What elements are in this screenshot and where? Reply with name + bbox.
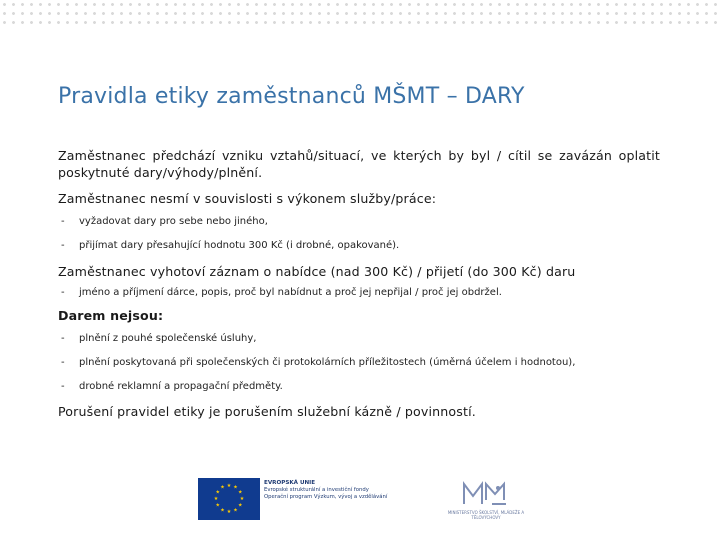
svg-text:★: ★ bbox=[213, 496, 219, 502]
slide-title: Pravidla etiky zaměstnanců MŠMT – DARY bbox=[58, 84, 525, 109]
svg-text:★: ★ bbox=[220, 484, 225, 491]
eu-line-funds: Evropské strukturální a investiční fondy bbox=[264, 487, 369, 493]
svg-text:★: ★ bbox=[233, 484, 238, 491]
paragraph-not-gifts: Darem nejsou: bbox=[58, 308, 164, 323]
paragraph-prohibitions: Zaměstnanec nesmí v souvislosti s výkonem služby/práce: bbox=[58, 191, 437, 206]
list-item: - drobné reklamní a propagační předměty. bbox=[61, 381, 283, 392]
dash-marker: - bbox=[61, 216, 65, 227]
eu-flag-stars bbox=[198, 478, 260, 520]
msmt-logo-mark bbox=[446, 478, 526, 510]
eu-caption bbox=[264, 480, 434, 501]
dash-marker: - bbox=[61, 287, 65, 298]
eu-flag-icon bbox=[198, 478, 260, 520]
svg-text:★: ★ bbox=[233, 507, 238, 514]
list-item: - vyžadovat dary pro sebe nebo jiného, bbox=[61, 216, 268, 227]
list-item: - přijímat dary přesahující hodnotu 300 Kč (i drobné, opakované). bbox=[61, 240, 400, 251]
dash-marker: - bbox=[61, 357, 65, 368]
decorative-dotted-band bbox=[0, 0, 720, 26]
list-item: - plnění poskytovaná při společenských či protokolárních příležitostech (úměrná účelem i hodnotou), bbox=[61, 357, 576, 368]
dash-marker: - bbox=[61, 381, 65, 392]
msmt-logo-icon bbox=[446, 478, 526, 522]
svg-text:★: ★ bbox=[238, 502, 243, 509]
paragraph-prevention: Zaměstnanec předchází vzniku vztahů/situací, ve kterých by byl / cítil se zavázán oplatit poskytnuté dary/výhody/plnění. bbox=[58, 148, 660, 180]
list-item: - plnění z pouhé společenské úsluhy, bbox=[61, 333, 257, 344]
svg-text:★: ★ bbox=[226, 509, 232, 515]
slide-content bbox=[58, 147, 660, 420]
svg-text:★: ★ bbox=[239, 496, 245, 502]
svg-text:★: ★ bbox=[215, 502, 220, 509]
dash-marker: - bbox=[61, 240, 65, 251]
dash-marker: - bbox=[61, 333, 65, 344]
prohibitions-list bbox=[58, 215, 660, 252]
record-list bbox=[58, 286, 660, 299]
not-gifts-list bbox=[58, 332, 660, 393]
svg-text:★: ★ bbox=[215, 489, 220, 496]
svg-text:★: ★ bbox=[226, 483, 232, 489]
list-item: - jméno a příjmení dárce, popis, proč byl nabídnut a proč jej nepřijal / proč jej obdržel. bbox=[61, 287, 502, 298]
eu-line-program: Operační program Výzkum, vývoj a vzdělávání bbox=[264, 494, 388, 500]
svg-text:★: ★ bbox=[238, 489, 243, 496]
msmt-caption: MINISTERSTVO ŠKOLSTVÍ, MLÁDEŽE A TĚLOVÝCHOVY bbox=[447, 510, 525, 520]
eu-name: EVROPSKÁ UNIE bbox=[264, 480, 316, 486]
footer-logos bbox=[198, 478, 528, 522]
paragraph-violation: Porušení pravidel etiky je porušením služební kázně / povinností. bbox=[58, 404, 476, 419]
paragraph-record: Zaměstnanec vyhotoví záznam o nabídce (nad 300 Kč) / přijetí (do 300 Kč) daru bbox=[58, 264, 576, 279]
svg-text:★: ★ bbox=[220, 507, 225, 514]
